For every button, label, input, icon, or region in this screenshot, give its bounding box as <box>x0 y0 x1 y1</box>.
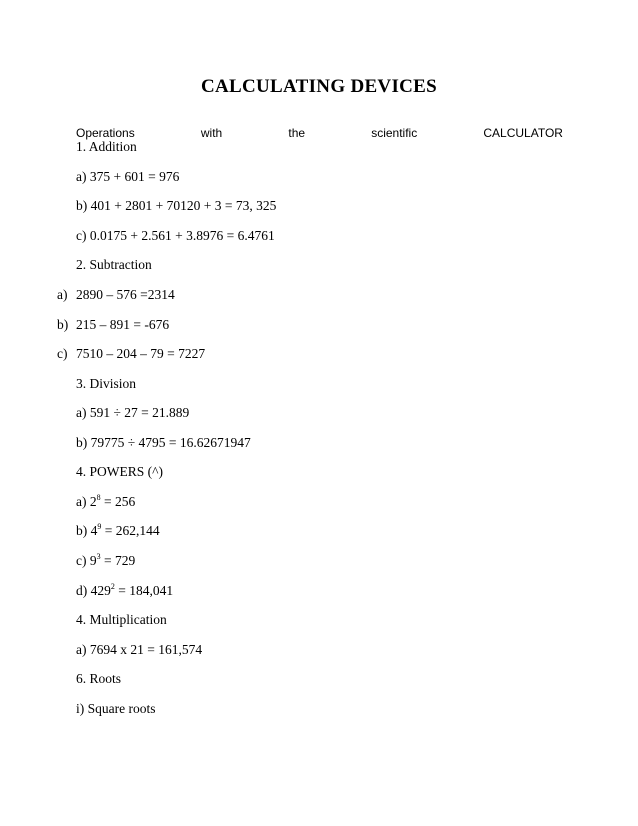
powers-item-a <box>76 494 135 510</box>
subtraction-text: 215 – 891 = -676 <box>76 317 170 332</box>
division-heading: 3. Division <box>76 376 137 391</box>
operations-word-3: the <box>288 126 306 140</box>
power-base: d) 429 <box>76 583 111 598</box>
power-exponent: 2 <box>110 582 115 591</box>
addition-item-b: b) 401 + 2801 + 70120 + 3 = 73, 325 <box>76 198 277 213</box>
subtraction-text: 2890 – 576 =2314 <box>76 287 175 302</box>
power-base: c) 9 <box>76 553 97 568</box>
power-result: = 184,041 <box>114 583 174 598</box>
powers-item-b <box>76 523 160 539</box>
division-item-b: b) 79775 ÷ 4795 = 16.62671947 <box>76 435 251 450</box>
powers-item-c <box>76 553 135 569</box>
list-marker: c) <box>57 346 68 361</box>
addition-item-c: c) 0.0175 + 2.561 + 3.8976 = 6.4761 <box>76 228 275 243</box>
power-result: = 729 <box>100 553 136 568</box>
roots-item-i: i) Square roots <box>76 701 156 716</box>
powers-item-d <box>76 583 173 599</box>
subtraction-item-c <box>57 346 205 362</box>
power-base: a) 2 <box>76 494 97 509</box>
operations-word-5: CALCULATOR <box>483 126 563 140</box>
subtraction-text: 7510 – 204 – 79 = 7227 <box>76 346 206 361</box>
list-marker: b) <box>57 317 69 332</box>
subtraction-heading: 2. Subtraction <box>76 257 152 272</box>
multiplication-item-a: a) 7694 x 21 = 161,574 <box>76 642 203 657</box>
list-marker: a) <box>57 287 68 302</box>
page-title: CALCULATING DEVICES <box>200 76 438 97</box>
power-result: = 262,144 <box>101 523 160 538</box>
subtraction-item-a <box>57 287 175 303</box>
subtraction-item-b <box>57 317 169 333</box>
power-exponent: 8 <box>96 493 101 502</box>
addition-item-a: a) 375 + 601 = 976 <box>76 169 180 184</box>
multiplication-heading: 4. Multiplication <box>76 612 167 627</box>
power-base: b) 4 <box>76 523 98 538</box>
operations-row <box>76 126 563 140</box>
power-result: = 256 <box>100 494 136 509</box>
operations-word-1: Operations <box>76 126 135 140</box>
power-exponent: 9 <box>97 522 102 531</box>
division-item-a: a) 591 ÷ 27 = 21.889 <box>76 405 190 420</box>
roots-heading: 6. Roots <box>76 671 122 686</box>
power-exponent: 3 <box>96 552 101 561</box>
operations-word-4: scientific <box>371 126 418 140</box>
addition-heading: 1. Addition <box>76 139 137 154</box>
powers-heading: 4. POWERS (^) <box>76 464 163 479</box>
operations-word-2: with <box>200 126 223 140</box>
